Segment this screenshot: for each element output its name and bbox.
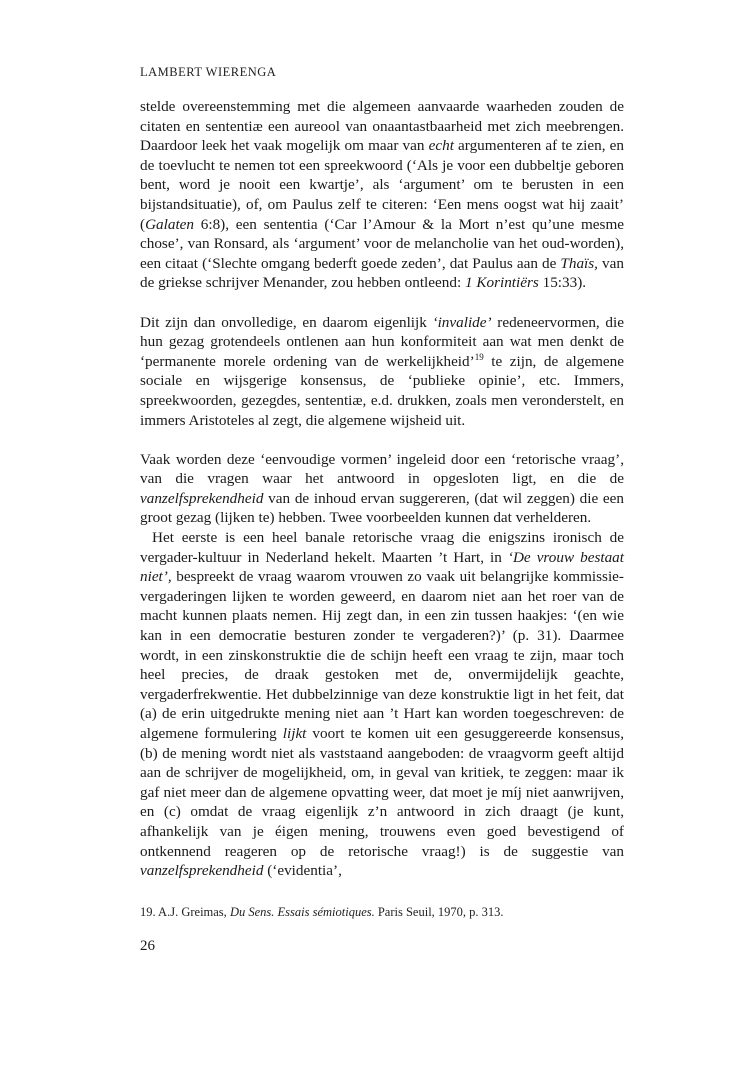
paragraph [140,450,624,528]
text-segment: redeneervormen, die hun gezag grotendeels ontlenen aan hun konformiteit aan wat men denkt de ‘permanente morele ordening van de werkelijkheid’ [140,313,624,370]
italic-text: vanzelfsprekendheid [140,489,264,507]
text-segment: (‘evidentia’, [263,862,342,880]
italic-text: ‘invalide’ [432,313,492,331]
italic-text: vanzelfsprekendheid [140,862,264,880]
text-segment: 6:8), een sententia (‘Car l’Amour & la Mort n’est qu’une mesme chose’, van Ronsard, als ‘argument’ voor de melancholie van het oud-worden), een citaat (‘Slechte omgang bederft goede zeden’, dat Paulus aan de [140,215,624,272]
text-segment: stelde overeenstemming met die algemeen aanvaarde waarheden zouden de citaten en sententiæ een aureool van onaantastbaarheid met zich meebrengen. Daardoor leek het vaak mogelijk om maar van [140,98,624,155]
footnote [140,905,624,920]
text-segment: Paris Seuil, 1970, p. 313. [374,905,504,919]
text-segment: Dit zijn dan onvolledige, en daarom eigenlijk [140,313,433,331]
text-segment: Vaak worden deze ‘eenvoudige vormen’ ingeleid door een ‘retorische vraag’, van die vragen waar het antwoord in opgesloten ligt, en die de [140,450,624,488]
text-segment: 15:33). [538,274,587,292]
italic-text: Thaïs, [560,254,598,272]
italic-text: lijkt [282,725,307,742]
paragraph [140,97,624,293]
italic-text: 1 Korintiërs [464,274,539,292]
italic-text: ‘De vrouw bestaat niet’, [140,548,624,586]
paragraph [140,313,624,431]
italic-text: Galaten [145,215,194,233]
italic-text: echt [428,137,454,155]
page-number: 26 [140,938,155,954]
footnote-ref: 19 [474,351,484,362]
main-text [140,97,624,900]
text-segment: Het eerste is een heel banale retorische vraag die enigszins ironisch de vergader-kultuur in Nederland hekelt. Maarten ’t Hart, in [140,529,624,566]
text-segment: van de griekse schrijver Menander, zou hebben ontleend: [140,254,624,292]
paragraph [140,528,624,881]
text-segment: bespreekt de vraag waarom vrouwen zo vaak uit belangrijke kommissie-vergaderingen lijken te worden geweerd, en daarom niet aan het roer van de macht kunnen plaats nemen. Hij zegt dan, in een zin tussen haakjes: ‘(en wie kan in een democratie besturen zonder te vergaderen?)’ (p. 31). Daarmee wordt, in een zinskonstruktie die de schijn heeft een vraag te zijn, maar toch heel precies, de draak gestoken met de, onvermijdelijk geachte, vergaderfrekwentie. Het dubbelzinnige van deze konstruktie ligt in het feit, dat (a) de erin uitgedrukte mening niet aan ’t Hart kan worden toegeschreven: de algemene formulering [140,568,624,742]
text-segment: argumenteren af te zien, en de toevlucht te nemen tot een spreekwoord (‘Als je voor een dubbeltje geboren bent, word je nooit een kwartje’, als ‘argument’ om te berusten in een bijstandsituatie), of, om Paulus zelf te citeren: ‘Een mens oogst wat hij zaait’ ( [140,137,624,233]
text-segment: van de inhoud ervan suggereren, (dat wil zeggen) die een groot gezag (lijken te) hebben. Twee voorbeelden kunnen dat verhelderen. [140,489,624,527]
text-segment: 19. A.J. Greimas, [140,905,230,919]
running-head: LAMBERT WIERENGA [140,65,277,79]
text-segment: te zijn, de algemene sociale en wijsgerige konsensus, de ‘publieke opinie’, etc. Immers, spreekwoorden, gezegdes, sententiæ, e.d. drukken, zoals men veronderstelt, en immers Aristoteles al zegt, die algemene wijsheid uit. [140,352,624,429]
text-segment: voort te komen uit een gesuggereerde konsensus, (b) de mening wordt niet als vaststaand aangeboden: de vraagvorm geeft altijd aan de schrijver de mogelijkheid, om, in geval van kritiek, te zeggen: maar ik gaf niet meer dan de algemene opvatting weer, dat moet je míj niet aanwrijven, en (c) omdat de vraag eigenlijk z’n antwoord in zich draagt (je kunt, afhankelijk van je éigen mening, trouwens even goed bevestigend of ontkennend reageren op de retorische vraag!) is de suggestie van [140,725,624,860]
italic-text: Du Sens. Essais sémiotiques. [229,905,375,919]
